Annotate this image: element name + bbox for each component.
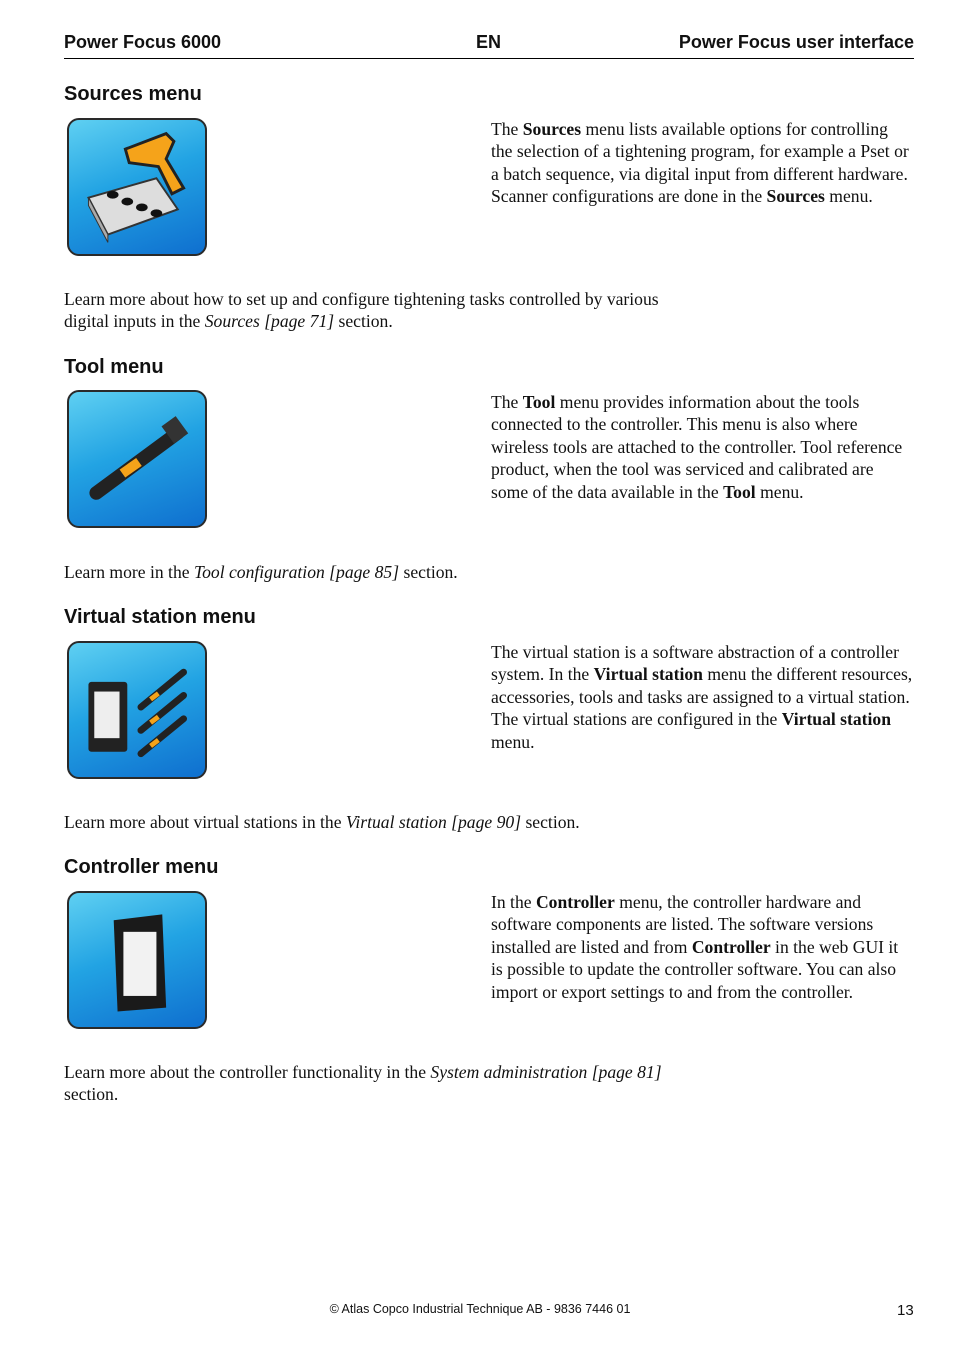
text-run: in the web GUI it is possible to update the controller software. You can also import or export settings to and from the controller. xyxy=(491,936,899,1002)
header-language: EN xyxy=(476,32,502,52)
bold-term: Sources xyxy=(522,119,582,139)
controller-icon xyxy=(67,891,207,1029)
text-run: Learn more about virtual stations in the xyxy=(64,812,346,832)
bold-term: Controller xyxy=(535,892,615,912)
text-run: The virtual station is a software abstraction of a controller system. In the xyxy=(491,642,899,685)
text-run: Learn more in the xyxy=(64,562,194,582)
text-run: section. xyxy=(64,1084,119,1105)
text-run: section. xyxy=(334,311,393,332)
learn-more-text xyxy=(64,561,664,583)
text-run: Learn more about how to set up and configure tightening tasks controlled by various digital inputs in the xyxy=(64,289,659,332)
text-run: The xyxy=(491,392,523,412)
text-run: section. xyxy=(521,812,580,832)
section-description xyxy=(491,118,913,208)
section-heading: Virtual station menu xyxy=(64,606,256,628)
text-run: menu lists available options for controlling the selection of a tightening program, for example a Pset or a batch sequence, via digital input from different hardware. Scanner configurations are done in the xyxy=(491,119,909,207)
text-run: Learn more about the controller functionality in the xyxy=(64,1062,431,1082)
bold-term: Sources xyxy=(766,186,825,207)
header-chapter: Power Focus user interface xyxy=(678,32,914,52)
text-run: menu the different resources, accessories, tools and tasks are assigned to a virtual station. The virtual stations are configured in the xyxy=(491,664,913,730)
text-run: menu provides information about the tools connected to the controller. This menu is also where wireless tools are attached to the controller. Tool reference product, when the tool was serviced and calibrated are some of the data available in the xyxy=(491,392,903,502)
text-run: menu. xyxy=(755,481,804,502)
scanner-and-io-module-icon xyxy=(67,118,207,256)
section-description xyxy=(491,641,913,753)
text-run: menu, the controller hardware and software components are listed. The software versions installed are listed and from xyxy=(491,892,874,957)
text-run: In the xyxy=(491,892,536,912)
section-description xyxy=(491,891,913,1003)
section-description xyxy=(491,391,913,503)
cross-reference-link[interactable]: Tool configuration [page 85] xyxy=(193,562,400,582)
text-run: menu. xyxy=(491,731,535,752)
learn-more-text xyxy=(64,1061,664,1106)
footer-copyright: © Atlas Copco Industrial Technique AB - 9836 7446 01 xyxy=(329,1302,631,1316)
header-product: Power Focus 6000 xyxy=(64,32,222,52)
cross-reference-link[interactable]: System administration [page 81] xyxy=(430,1062,662,1082)
bold-term: Virtual station xyxy=(593,664,703,685)
section-heading: Tool menu xyxy=(64,356,164,378)
cross-reference-link[interactable]: Sources [page 71] xyxy=(204,311,335,332)
text-run: section. xyxy=(399,562,458,582)
bold-term: Virtual station xyxy=(781,709,892,730)
cross-reference-link[interactable]: Virtual station [page 90] xyxy=(345,812,522,832)
section-heading: Controller menu xyxy=(64,856,219,878)
learn-more-text xyxy=(64,811,664,833)
page-number: 13 xyxy=(897,1302,914,1319)
bold-term: Tool xyxy=(723,481,756,502)
tightening-tool-icon xyxy=(67,390,207,528)
text-run: The xyxy=(491,119,523,139)
section-heading: Sources menu xyxy=(64,83,202,105)
bold-term: Controller xyxy=(691,936,771,957)
header-rule xyxy=(64,58,914,59)
bold-term: Tool xyxy=(522,392,556,412)
learn-more-text xyxy=(64,288,664,333)
text-run: menu. xyxy=(824,186,873,207)
virtual-station-icon xyxy=(67,641,207,779)
